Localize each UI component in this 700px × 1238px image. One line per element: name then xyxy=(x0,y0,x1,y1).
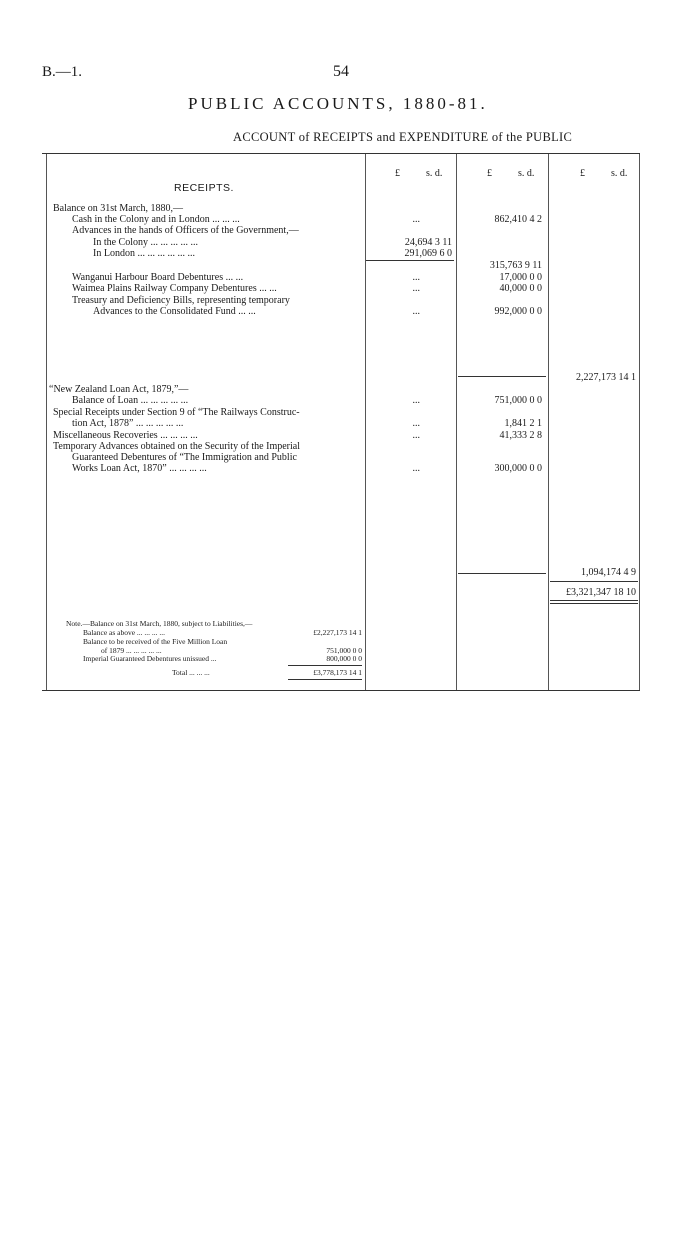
note-total-rule xyxy=(288,679,362,680)
table-bottom-rule xyxy=(42,690,640,691)
table-top-rule xyxy=(42,153,640,154)
col2-balance-of-loan: 751,000 0 0 xyxy=(494,395,542,406)
col1-sum-rule xyxy=(366,260,454,261)
table-right-border xyxy=(639,154,640,690)
row-in-colony: In the Colony ... ... ... ... ... xyxy=(93,237,198,248)
col3-total-double-rule-2 xyxy=(550,603,638,604)
col3-grand-total: £3,321,347 18 10 xyxy=(566,587,636,598)
row-in-london: In London ... ... ... ... ... ... xyxy=(93,248,195,259)
note-total-label: Total ... ... ... xyxy=(172,668,210,677)
page-number: 54 xyxy=(333,63,349,80)
note-sum-rule xyxy=(288,665,362,666)
col3-pound-heading: £ xyxy=(580,168,585,179)
col2-temp-advances: 300,000 0 0 xyxy=(494,463,542,474)
col1-dots-wanganui: ... xyxy=(412,272,420,283)
row-misc-recoveries: Miscellaneous Recoveries ... ... ... ... xyxy=(53,430,198,441)
row-waimea: Waimea Plains Railway Company Debentures ... ... xyxy=(72,283,277,294)
row-wanganui: Wanganui Harbour Board Debentures ... ... xyxy=(72,272,244,283)
col2-waimea: 40,000 0 0 xyxy=(499,283,542,294)
col1-dots-waimea: ... xyxy=(412,283,420,294)
col1-dots-treasury: ... xyxy=(412,306,420,317)
row-temp-advances-cont1: Guaranteed Debentures of “The Immigration and Public xyxy=(72,452,297,463)
note-five-million-value: 751,000 0 0 xyxy=(326,646,362,655)
col3-divider xyxy=(548,154,549,690)
col3-total-double-rule-1 xyxy=(550,600,638,601)
col1-dots-cash: ... xyxy=(412,214,420,225)
receipts-heading: RECEIPTS. xyxy=(174,182,234,194)
col3-sum-rule xyxy=(550,581,638,582)
page-title: PUBLIC ACCOUNTS, 1880-81. xyxy=(188,94,488,113)
row-cash: Cash in the Colony and in London ... ... ... xyxy=(72,214,240,225)
col2-sd-heading: s. d. xyxy=(518,168,535,179)
row-temp-advances-cont2: Works Loan Act, 1870” ... ... ... ... xyxy=(72,463,207,474)
col3-subtotal-2: 1,094,174 4 9 xyxy=(581,567,636,578)
document-code: B.—1. xyxy=(42,64,83,80)
col2-sum-rule-2 xyxy=(458,573,546,574)
col2-treasury: 992,000 0 0 xyxy=(494,306,542,317)
note-imperial-label: Imperial Guaranteed Debentures unissued ... xyxy=(83,654,217,663)
col1-dots-temp: ... xyxy=(412,463,420,474)
col1-in-london: 291,069 6 0 xyxy=(404,248,452,259)
note-balance-label: Balance as above ... ... ... ... xyxy=(83,628,166,637)
note-imperial-value: 800,000 0 0 xyxy=(326,654,362,663)
row-advances-heading: Advances in the hands of Officers of the Government,— xyxy=(72,225,299,236)
col1-divider xyxy=(365,154,366,690)
row-nz-loan-act: “New Zealand Loan Act, 1879,”— xyxy=(49,384,189,395)
note-five-million-label: Balance to be received of the Five Million Loan xyxy=(83,637,228,646)
row-special-receipts: Special Receipts under Section 9 of “The Railways Construc- xyxy=(53,407,300,418)
col1-dots-misc: ... xyxy=(412,430,420,441)
col1-dots-special: ... xyxy=(412,418,420,429)
col1-dots-balance: ... xyxy=(412,395,420,406)
note-heading: Note.—Balance on 31st March, 1880, subject to Liabilities,— xyxy=(66,619,253,628)
note-total-value: £3,778,173 14 1 xyxy=(313,668,362,677)
table-left-border xyxy=(46,154,47,690)
note-balance-value: £2,227,173 14 1 xyxy=(313,628,362,637)
col2-special: 1,841 2 1 xyxy=(504,418,542,429)
col1-sd-heading: s. d. xyxy=(426,168,443,179)
row-treasury-cont: Advances to the Consolidated Fund ... ... xyxy=(93,306,256,317)
row-temp-advances: Temporary Advances obtained on the Security of the Imperial xyxy=(53,441,300,452)
col2-advances-total: 315,763 9 11 xyxy=(489,260,542,271)
col2-divider xyxy=(456,154,457,690)
note-five-million-cont: of 1879 ... ... ... ... ... xyxy=(101,646,162,655)
row-treasury: Treasury and Deficiency Bills, representing temporary xyxy=(72,295,290,306)
row-balance-of-loan: Balance of Loan ... ... ... ... ... xyxy=(72,395,189,406)
col3-sd-heading: s. d. xyxy=(611,168,628,179)
col1-in-colony: 24,694 3 11 xyxy=(404,237,452,248)
row-special-receipts-cont: tion Act, 1878” ... ... ... ... ... xyxy=(72,418,184,429)
col2-sum-rule-1 xyxy=(458,376,546,377)
col3-subtotal-1: 2,227,173 14 1 xyxy=(576,372,636,383)
col2-pound-heading: £ xyxy=(487,168,492,179)
row-balance-heading: Balance on 31st March, 1880,— xyxy=(53,203,183,214)
col1-pound-heading: £ xyxy=(395,168,400,179)
col2-misc: 41,333 2 8 xyxy=(499,430,542,441)
account-subtitle: ACCOUNT of RECEIPTS and EXPENDITURE of the PUBLIC xyxy=(233,130,573,144)
col2-wanganui: 17,000 0 0 xyxy=(499,272,542,283)
col2-cash: 862,410 4 2 xyxy=(494,214,542,225)
